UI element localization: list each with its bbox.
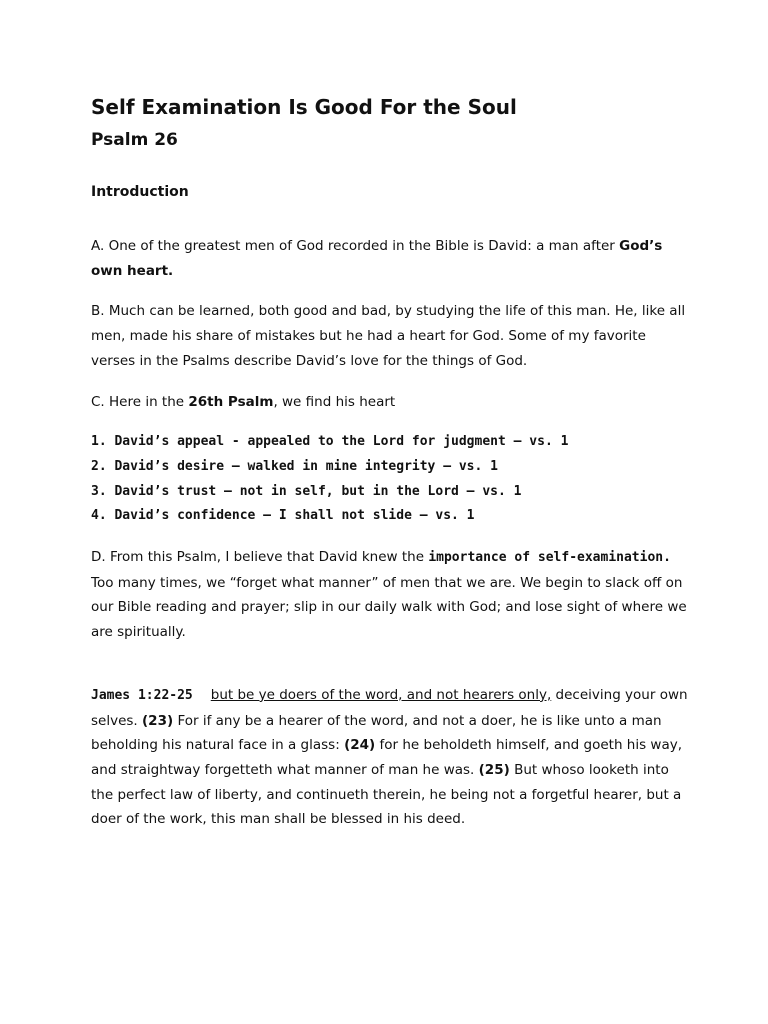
paragraph-a-bold: God’s own heart. — [91, 238, 663, 279]
paragraph-d-before: D. From this Psalm, I believe that David knew the — [91, 549, 429, 566]
james-text-2: For if any be a hearer of the word, and not a doer, he is like unto a man beholding his natural face in a glass: — [91, 712, 662, 754]
paragraph-c-before: C. Here in the — [91, 393, 189, 410]
verse-23: (23) — [142, 712, 174, 729]
point-item: 4. David’s confidence – I shall not slide – vs. 1 — [91, 508, 475, 524]
james-passage — [91, 683, 688, 832]
points-list — [91, 430, 688, 529]
point-item: 2. David’s desire – walked in mine integrity – vs. 1 — [91, 458, 498, 474]
paragraph-d-bold: importance of self-examination. — [428, 550, 671, 566]
paragraph-c — [91, 390, 688, 415]
james-reference: James 1:22-25 — [91, 687, 193, 703]
paragraph-a-text: A. One of the greatest men of God recorded in the Bible is David: a man after — [91, 238, 620, 254]
paragraph-d — [91, 545, 688, 645]
document-subtitle: Psalm 26 — [91, 130, 178, 150]
paragraph-a — [91, 234, 688, 283]
james-text-4: But whoso looketh into the perfect law of liberty, and continueth therein, he being not a forgetful hearer, but a doer of the work, this man shall be blessed in his deed. — [91, 761, 682, 828]
paragraph-c-after: , we find his heart — [273, 393, 396, 410]
verse-25: (25) — [478, 761, 510, 778]
paragraph-b: B. Much can be learned, both good and bad, by studying the life of this man. He, like all men, made his share of mistakes but he had a heart for God. Some of my favorite verses in the Psalms describe David’s love for the things of God. — [91, 303, 686, 369]
verse-24: (24) — [344, 737, 376, 754]
james-text-1: deceiving your own selves. — [91, 686, 688, 729]
section-heading: Introduction — [91, 184, 189, 200]
paragraph-c-bold: 26th Psalm — [188, 393, 274, 410]
james-underlined: but be ye doers of the word, and not hearers only, — [210, 686, 552, 703]
point-item: 1. David’s appeal - appealed to the Lord for judgment – vs. 1 — [91, 434, 569, 450]
james-text-3: for he beholdeth himself, and goeth his way, and straightway forgetteth what manner of man he was. — [91, 737, 683, 778]
document-title: Self Examination Is Good For the Soul — [91, 95, 517, 119]
paragraph-d-after: Too many times, we “forget what manner” of men that we are. We begin to slack off on our Bible reading and prayer; slip in our daily walk with God; and lose sight of where we are spiritually. — [91, 574, 687, 641]
point-item: 3. David’s trust – not in self, but in the Lord – vs. 1 — [91, 483, 522, 499]
